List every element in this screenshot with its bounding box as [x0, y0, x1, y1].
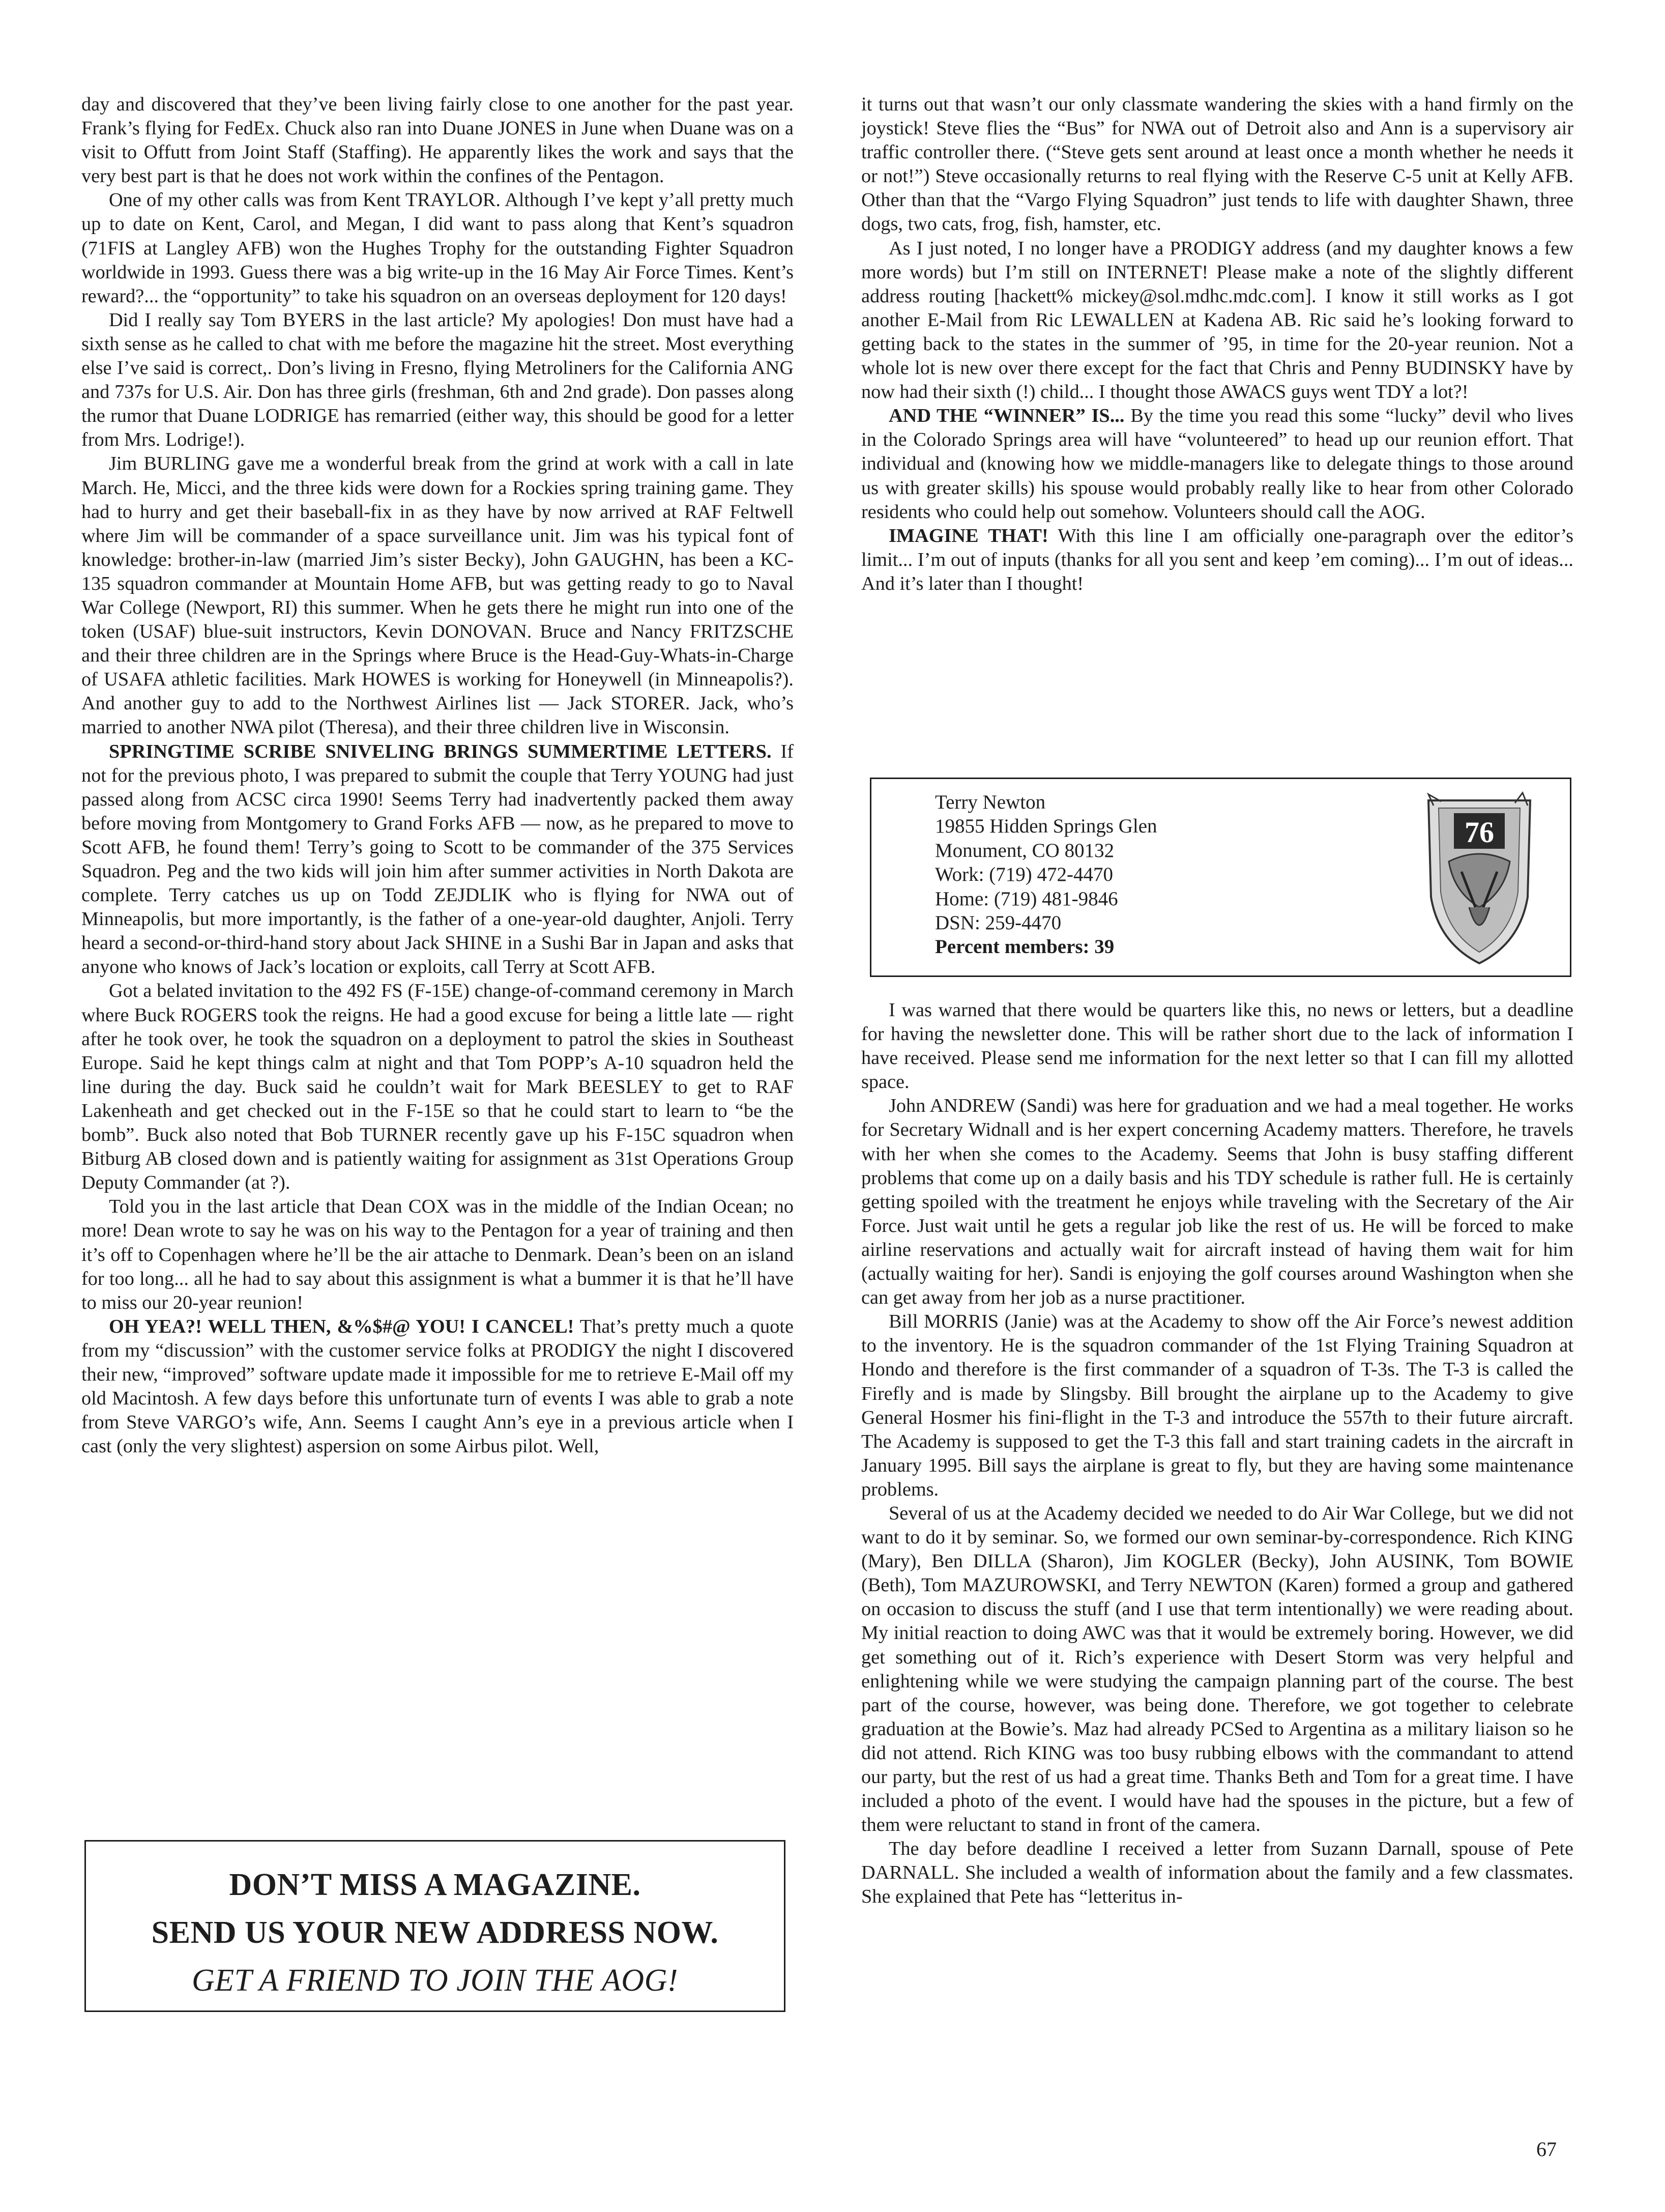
contact-city: Monument, CO 80132 — [935, 839, 1115, 861]
contact-details — [935, 790, 1157, 959]
percent-members: Percent members: 39 — [935, 936, 1115, 958]
paragraph: OH YEA?! WELL THEN, &%$#@ YOU! I CANCEL! That’s pretty much a quote from my “discussion” with the customer service folks at PRODIGY the night I discovered their new, “improved” software update made it impossible for me to retrieve E-Mail off my old Macintosh. A few days before this unfortunate turn of events I was able to grab a note from Steve VARGO’s wife, Ann. Seems I caught Ann’s eye in a previous article when I cast (only the very slightest) aspersion on some Airbus pilot. Well, — [81, 1315, 794, 1457]
contact-work-phone: Work: (719) 472-4470 — [935, 864, 1113, 886]
paragraph: Jim BURLING gave me a wonderful break from the grind at work with a call in late March. He, Micci, and the three kids were down for a Rockies spring training game. They had to hurry and get their baseball-fix in as they have by now arrived at RAF Feltwell where Jim will be commander of a space surveillance unit. Jim was his typical font of knowledge: brother-in-law (married Jim’s sister Becky), John GAUGHN, has been a KC-135 squadron commander at Mountain Home AFB, but was getting ready to go to Naval War College (Newport, RI) this summer. When he gets there he might run into one of the token (USAF) blue-suit instructors, Kevin DONOVAN. Bruce and Nancy FRITZSCHE and their three children are in the Springs where Bruce is the Head-Guy-Whats-in-Charge of USAFA athletic facilities. Mark HOWES is working for Honeywell (in Minneapolis?). And another guy to add to the Northwest Airlines list — Jack STORER. Jack, who’s married to another NWA pilot (Theresa), and their three children live in Wisconsin. — [81, 453, 794, 738]
left-column — [81, 93, 794, 1458]
ad-line-3: GET A FRIEND TO JOIN THE AOG! — [191, 1963, 679, 1998]
paragraph: The day before deadline I received a letter from Suzann Darnall, spouse of Pete DARNALL. She included a wealth of information about the family and a few classmates. She explained that Pete has “letteritus in- — [861, 1838, 1573, 1908]
contact-name: Terry Newton — [935, 791, 1046, 813]
paragraph: Several of us at the Academy decided we needed to do Air War College, but we did not want to do it by seminar. So, we formed our own seminar-by-correspondence. Rich KING (Mary), Ben DILLA (Sharon), Jim KOGLER (Becky), John AUSINK, Tom BOWIE (Beth), Tom MAZUROWSKI, and Terry NEWTON (Karen) formed a group and gathered on occasion to discuss the stuff (and I use that term intentionally) we were reading about. My initial reaction to doing AWC was that it would be extremely boring. However, we did get something out of it. Rich’s experience with Desert Storm was very helpful and enlightening while we were studying the campaign planning part of the course. The best part of the course, however, was being done. Therefore, we got together to celebrate graduation at the Bowie’s. Maz had already PCSed to Argentina as a military liaison so he did not attend. Rich KING was too busy rubbing elbows with the commandant to attend our party, but the rest of us had a great time. Thanks Beth and Tom for a great time. I have included a photo of the event. I would have had the spouses in the picture, but a few of them were reluctant to stand in front of the camera. — [861, 1502, 1573, 1836]
paragraph: IMAGINE THAT! With this line I am officially one-paragraph over the editor’s limit... I’m out of inputs (thanks for all you sent and keep ’em coming)... I’m out of ideas... And it’s later than I thought! — [861, 525, 1574, 594]
contact-street: 19855 Hidden Springs Glen — [935, 815, 1157, 838]
paragraph: SPRINGTIME SCRIBE SNIVELING BRINGS SUMMERTIME LETTERS. If not for the previous photo, I was prepared to submit the couple that Terry YOUNG had just passed along from ACSC circa 1990! Seems Terry had inadvertently packed them away before moving from Montgomery to Grand Forks AFB — now, as he prepared to move to Scott AFB, he found them! Terry’s going to Scott to be commander of the 375 Services Squadron. Peg and the two kids will join him after summer activities in North Dakota are complete. Terry catches us up on Todd ZEJDLIK who is flying for NWA out of Minneapolis, but more importantly, is the father of a one-year-old daughter, Anjoli. Terry heard a second-or-third-hand story about Jack SHINE in a Sushi Bar in Japan and asks that anyone who knows of Jack’s location or exploits, call Terry at Scott AFB. — [81, 740, 794, 978]
paragraph: I was warned that there would be quarters like this, no news or letters, but a deadline for having the newsletter done. This will be rather short due to the lack of information I have received. Please send me information for the next letter so that I can fill my allotted space. — [861, 999, 1573, 1093]
paragraph: Did I really say Tom BYERS in the last article? My apologies! Don must have had a sixth sense as he called to chat with me before the magazine hit the street. Most everything else I’ve said is correct,. Don’s living in Fresno, flying Metroliners for the California ANG and 737s for U.S. Air. Don has three girls (freshman, 6th and 2nd grade). Don passes along the rumor that Duane LODRIGE has remarried (either way, this should be good for a letter from Mrs. Lodrige!). — [81, 309, 794, 451]
ad-line-2: SEND US YOUR NEW ADDRESS NOW. — [151, 1915, 719, 1950]
right-column-bottom — [861, 998, 1573, 1909]
paragraph: Got a belated invitation to the 492 FS (F-15E) change-of-command ceremony in March where Buck ROGERS took the reigns. He had a good excuse for being a little late — right after he took over, he took the squadron on a deployment to patrol the skies in Southeast Europe. Said he kept things calm at night and that Tom POPP’s A-10 squadron held the line during the day. Buck said he couldn’t wait for Mark BEESLEY to get to RAF Lakenheath and get checked out in the F-15E so that he could start to learn to “be the bomb”. Buck also noted that Bob TURNER recently gave up his F-15C squadron when Bitburg AB closed down and is patiently waiting for assignment as 31st Operations Group Deputy Commander (at ?). — [81, 980, 794, 1194]
class-crest-icon — [1418, 790, 1540, 968]
crest-number: 76 — [1465, 816, 1494, 849]
paragraph: John ANDREW (Sandi) was here for graduation and we had a meal together. He works for Secretary Widnall and is her expert concerning Academy matters. Therefore, he travels with her when she comes to the Academy. Seems that John is busy staffing different problems that come up on a daily basis and his TDY schedule is rather full. He is certainly getting spoiled with the treatment he enjoys while traveling with the Secretary of the Air Force. Just wait until he gets a regular job like the rest of us. He will be forced to make airline reservations and actually wait for aircraft instead of having them wait for him (actually waiting for her). Sandi is enjoying the golf courses around Washington when she can get away from her job as a nurse practitioner. — [861, 1095, 1573, 1309]
paragraph: day and discovered that they’ve been living fairly close to one another for the past year. Frank’s flying for FedEx. Chuck also ran into Duane JONES in June when Duane was on a visit to Offutt from Joint Staff (Staffing). He apparently likes the work and says that the very best part is that he does not work within the confines of the Pentagon. — [81, 94, 794, 187]
contact-home-phone: Home: (719) 481-9846 — [935, 887, 1118, 910]
paragraph: AND THE “WINNER” IS... By the time you read this some “lucky” devil who lives in the Colorado Springs area will have “volunteered” to head up our reunion effort. That individual and (knowing how we middle-managers like to delegate things to those around us with greater skills) his spouse would probably really like to hear from other Colorado residents who could help out somehow. Volunteers should call the AOG. — [861, 405, 1573, 523]
page-number: 67 — [1536, 2138, 1557, 2161]
right-column-top — [861, 93, 1573, 596]
paragraph: One of my other calls was from Kent TRAYLOR. Although I’ve kept y’all pretty much up to date on Kent, Carol, and Megan, I did want to pass along that Kent’s squadron (71FIS at Langley AFB) won the Hughes Trophy for the outstanding Fighter Squadron worldwide in 1993. Guess there was a big write-up in the 16 May Air Force Times. Kent’s reward?... the “opportunity” to take his squadron on an overseas deployment for 120 days! — [81, 189, 794, 307]
paragraph: it turns out that wasn’t our only classmate wandering the skies with a hand firmly on the joystick! Steve flies the “Bus” for NWA out of Detroit also and Ann is a supervisory air traffic controller there. (“Steve gets sent around at least once a month whether he needs it or not!”) Steve occasionally returns to real flying with the Reserve C-5 unit at Kelly AFB. Other than that the “Vargo Flying Squadron” just tends to life with daughter Shawn, three dogs, two cats, frog, fish, hamster, etc. — [861, 94, 1573, 235]
contact-dsn: DSN: 259-4470 — [935, 912, 1062, 934]
contact-box — [870, 778, 1571, 977]
address-ad-box — [84, 1840, 785, 2012]
paragraph: Told you in the last article that Dean COX was in the middle of the Indian Ocean; no more! Dean wrote to say he was on his way to the Pentagon for a year of training and then it’s off to Copenhagen where he’ll be the air attache to Denmark. Dean’s been on an island for too long... all he had to say about this assignment is what a bummer it is that he’ll have to miss our 20-year reunion! — [81, 1196, 794, 1313]
ad-line-1: DON’T MISS A MAGAZINE. — [229, 1868, 641, 1902]
paragraph: As I just noted, I no longer have a PRODIGY address (and my daughter knows a few more words) but I’m still on INTERNET! Please make a note of the slightly different address routing [hackett% mickey@sol.mdhc.mdc.com]. I know it still works as I got another E-Mail from Ric LEWALLEN at Kadena AB. Ric said he’s looking forward to getting back to the states in the summer of ’95, in time for the 20-year reunion. Not a whole lot is new over there except for the fact that Chris and Penny BUDINSKY have by now had their sixth (!) child... I thought those AWACS guys went TDY a lot?! — [861, 237, 1573, 403]
paragraph: Bill MORRIS (Janie) was at the Academy to show off the Air Force’s newest addition to the inventory. He is the squadron commander of the 1st Flying Training Squadron at Hondo and therefore is the first commander of a squadron of T-3s. The T-3 is called the Firefly and is made by Slingsby. Bill brought the airplane up to the Academy to give General Hosmer his fini-flight in the T-3 and introduce the 557th to their future aircraft. The Academy is supposed to get the T-3 this fall and start training cadets in the aircraft in January 1995. Bill says the airplane is great to fly, but they are having some maintenance problems. — [861, 1311, 1573, 1500]
